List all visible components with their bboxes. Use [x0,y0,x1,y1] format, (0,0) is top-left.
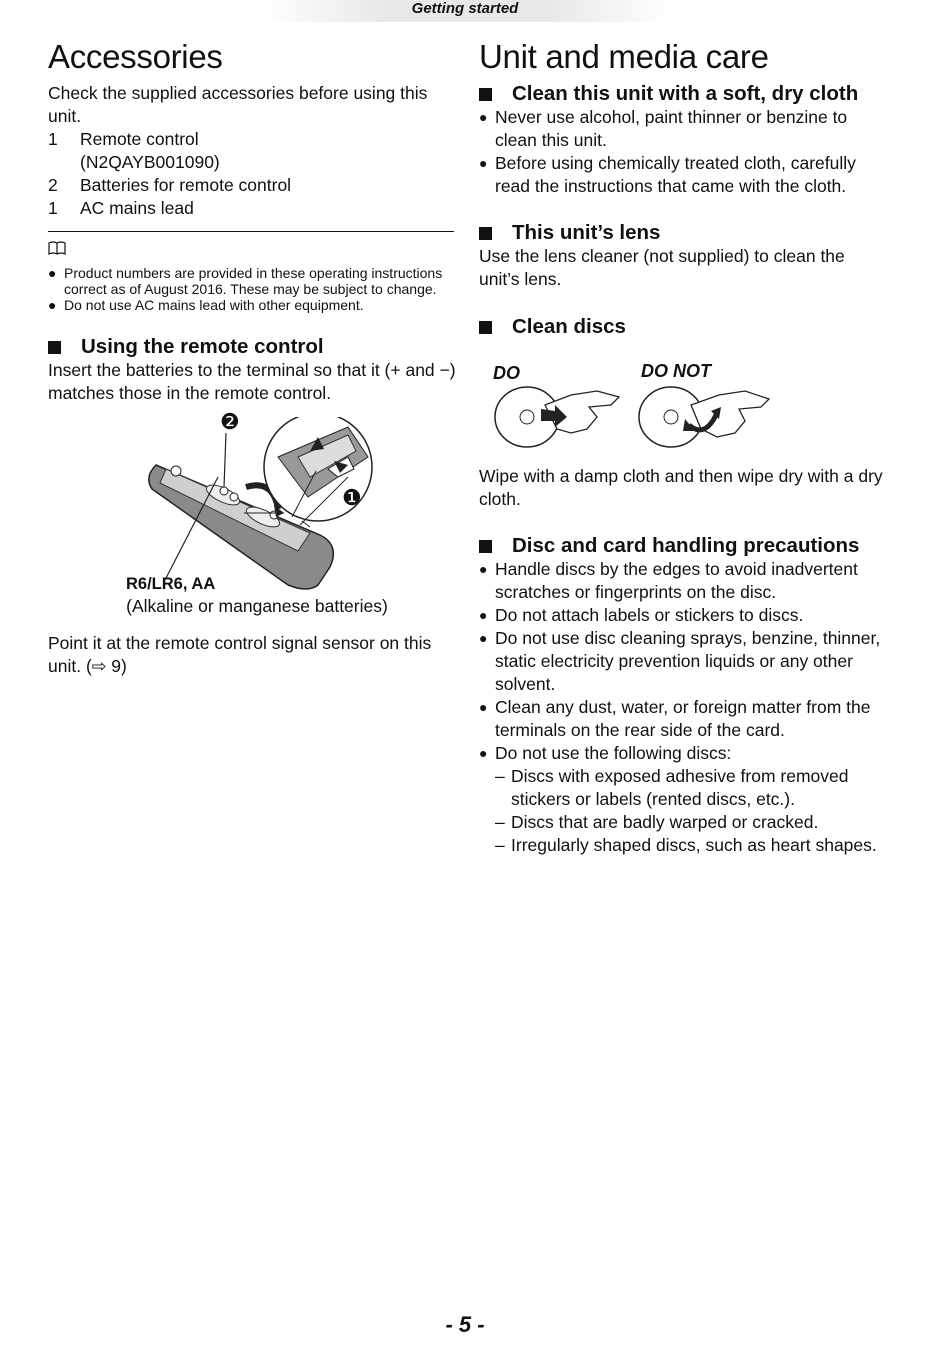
accessories-list [48,128,456,220]
list-item-text: Before using chemically treated cloth, carefully read the instructions that came with the cloth. [495,153,856,196]
left-column [48,38,456,678]
do-not-disc-image [639,387,769,447]
remote-heading-text: Using the remote control [81,335,324,358]
lens-heading [479,221,889,245]
list-item: ● Before using chemically treated cloth, carefully read the instructions that came with the cloth. [479,152,889,198]
remote-battery-illustration [48,409,456,597]
clean-unit-heading [479,82,889,106]
remote-heading [48,335,456,359]
list-item-text: Do not use the following discs: [495,743,732,763]
notes-list [48,265,456,313]
clean-unit-heading-text: Clean this unit with a soft, dry cloth [512,82,859,105]
list-item: ● Never use alcohol, paint thinner or benzine to clean this unit. [479,106,889,152]
care-title: Unit and media care [479,38,769,75]
book-icon [48,240,456,263]
list-item-text: Handle discs by the edges to avoid inadvertent scratches or fingerprints on the disc. [495,559,858,602]
sub-list-item-text: Discs with exposed adhesive from removed stickers or labels (rented discs, etc.). [511,766,849,809]
remote-text: Insert the batteries to the terminal so that it (+ and −) matches those in the remote control. [48,360,456,403]
accessory-name [80,128,456,174]
handling-list [479,558,889,857]
lens-text: Use the lens cleaner (not supplied) to clean the unit’s lens. [479,246,845,289]
list-item-text: Never use alcohol, paint thinner or benzine to clean this unit. [495,107,848,150]
accessory-name-text: AC mains lead [80,198,194,218]
accessory-qty: 1 [48,198,58,218]
note-text: Product numbers are provided in these operating instructions correct as of August 2016. These may be subject to change. [64,265,443,297]
wipe-text: Wipe with a damp cloth and then wipe dry with a dry cloth. [479,466,883,509]
accessory-qty: 1 [48,129,58,149]
callout-1: ❶ [342,485,362,510]
list-item: ● Do not use the following discs: [479,743,732,763]
do-disc-image [495,387,619,447]
note-item: ● Do not use AC mains lead with other equipment. [48,297,364,313]
accessory-name-text: Remote control [80,129,199,149]
note-item: ● Product numbers are provided in these operating instructions correct as of August 2016. These may be subject to change. [48,265,456,297]
square-bullet-icon [479,321,492,334]
page-number: - 5 - [445,1312,485,1337]
section-divider [48,231,454,232]
list-item: ● Handle discs by the edges to avoid inadvertent scratches or fingerprints on the disc. [479,558,889,604]
list-item: ● Do not use disc cleaning sprays, benzine, thinner, static electricity prevention liquids or any other solvent. [479,627,889,696]
list-item: ● Clean any dust, water, or foreign matter from the terminals on the rear side of the card. [479,696,889,742]
note-text: Do not use AC mains lead with other equipment. [64,297,364,313]
do-not-label: DO NOT [641,361,711,381]
sub-list-item: – Irregularly shaped discs, such as heart shapes. [495,835,877,855]
square-bullet-icon [479,540,492,553]
accessories-intro: Check the supplied accessories before using this unit. [48,83,428,126]
discs-heading-text: Clean discs [512,315,626,338]
accessory-item [48,197,456,220]
list-item-text: Clean any dust, water, or foreign matter from the terminals on the rear side of the card. [495,697,871,740]
section-header: Getting started [411,0,519,17]
sub-list-item-text: Irregularly shaped discs, such as heart shapes. [511,835,877,855]
list-item: ● Do not attach labels or stickers to discs. [479,605,804,625]
discs-heading [479,315,889,339]
accessory-item [48,128,456,174]
square-bullet-icon [479,227,492,240]
point-text: Point it at the remote control signal sensor on this unit. (⇨ 9) [48,633,432,676]
clean-unit-list [479,106,889,198]
accessory-item [48,174,456,197]
accessory-qty: 2 [48,175,58,195]
callout-2: ❷ [220,409,240,434]
list-item-text: Do not use disc cleaning sprays, benzine, thinner, static electricity prevention liquids or any other solvent. [495,628,881,694]
remote-control-image [48,417,456,597]
battery-description: (Alkaline or manganese batteries) [126,596,388,616]
accessory-name-text: Batteries for remote control [80,175,292,195]
accessory-part-number: (N2QAYB001090) [80,152,220,172]
handling-heading-text: Disc and card handling precautions [512,534,860,557]
handling-heading [479,534,889,558]
accessories-title: Accessories [48,38,223,75]
right-column [479,38,889,857]
square-bullet-icon [479,88,492,101]
sub-list-item: – Discs that are badly warped or cracked. [495,812,819,832]
sub-list-item: – Discs with exposed adhesive from removed stickers or labels (rented discs, etc.). [479,765,889,811]
list-item-text: Do not attach labels or stickers to discs. [495,605,804,625]
sub-list-item-text: Discs that are badly warped or cracked. [511,812,819,832]
disc-cleaning-illustration [479,347,879,465]
do-label: DO [493,363,520,383]
square-bullet-icon [48,341,61,354]
lens-heading-text: This unit’s lens [512,221,661,244]
battery-type: R6/LR6, AA [126,575,216,593]
